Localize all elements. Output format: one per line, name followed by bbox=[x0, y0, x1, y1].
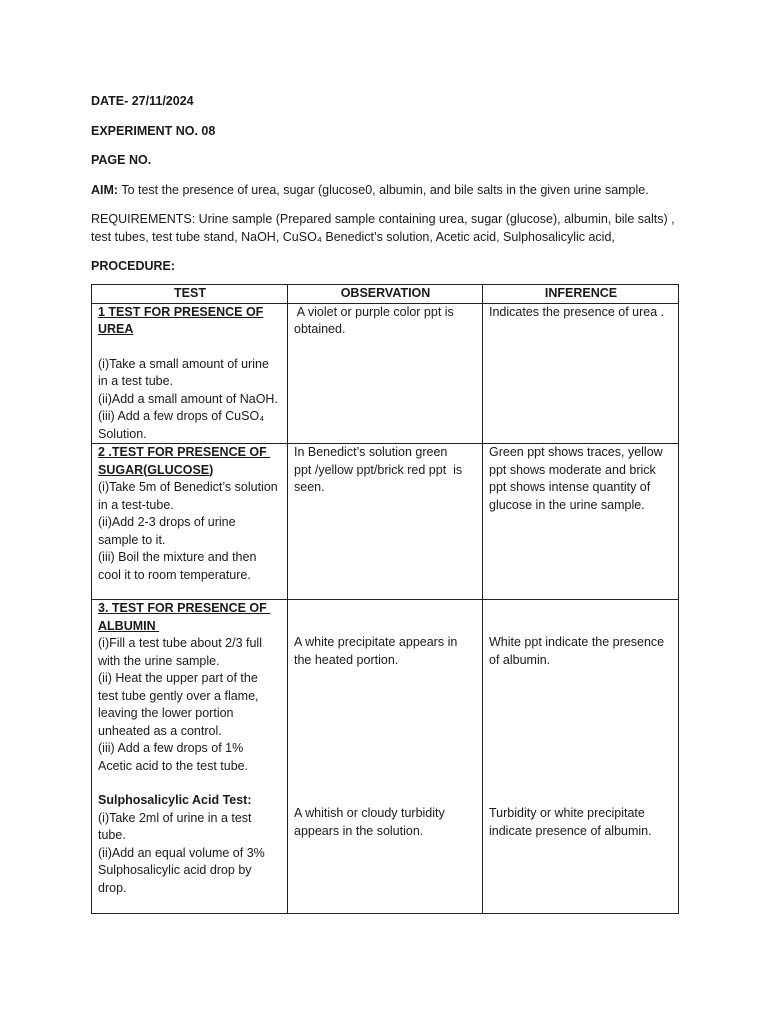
requirements-line: REQUIREMENTS: Urine sample (Prepared sample containing urea, sugar (glucose), albumin, bile salts) , bbox=[91, 212, 675, 226]
aim-paragraph bbox=[91, 182, 679, 200]
step-line: in a test-tube. bbox=[98, 497, 174, 512]
observation-cell bbox=[288, 444, 483, 600]
page-number: PAGE NO. bbox=[91, 153, 152, 167]
test-cell bbox=[92, 444, 288, 600]
step-line: (iii) Add a few drops of CuSO₄ bbox=[98, 409, 265, 423]
header-inference: INFERENCE bbox=[483, 284, 679, 303]
urea-test-title: 1 TEST FOR PRESENCE OF UREA bbox=[98, 304, 264, 336]
document-page bbox=[91, 93, 679, 914]
step-line: (ii) Heat the upper part of the bbox=[98, 671, 258, 685]
table-row bbox=[92, 444, 679, 600]
inference-line: Turbidity or white precipitate bbox=[489, 806, 645, 820]
sugar-test-title-line bbox=[98, 462, 282, 480]
inference-line: Green ppt shows traces, yellow bbox=[489, 445, 663, 459]
step-line: tube. bbox=[98, 828, 126, 842]
table-row bbox=[92, 600, 679, 914]
observation-line: A white precipitate appears in bbox=[294, 635, 458, 649]
observation-line: A violet or purple color ppt is bbox=[294, 304, 454, 319]
step-line: (i)Take 5m of Benedict’s solution bbox=[98, 480, 278, 494]
observation-line: obtained. bbox=[294, 322, 346, 336]
inference-cell bbox=[483, 444, 679, 600]
step-line: (ii)Add an equal volume of 3% bbox=[98, 845, 265, 860]
inference-line: White ppt indicate the presence bbox=[489, 635, 665, 649]
observation-line: ppt /yellow ppt/brick red ppt is bbox=[294, 462, 463, 477]
step-line: Acetic acid to the test tube. bbox=[98, 758, 249, 773]
step-line: cool it to room temperature. bbox=[98, 567, 251, 582]
inference-line: ppt shows intense quantity of bbox=[489, 480, 651, 494]
step-line: sample to it. bbox=[98, 532, 166, 547]
step-line: (i)Take 2ml of urine in a test bbox=[98, 810, 252, 825]
step-line: Solution. bbox=[98, 426, 147, 441]
step-line: test tube gently over a flame, bbox=[98, 688, 259, 703]
inference-line: indicate presence of albumin. bbox=[489, 823, 652, 838]
sulphosalicylic-test-title: Sulphosalicylic Acid Test: bbox=[98, 793, 252, 807]
observation-cell bbox=[288, 600, 483, 914]
sugar-test-title: 2 .TEST FOR PRESENCE OF bbox=[98, 445, 271, 459]
inference-line: ppt shows moderate and brick bbox=[489, 462, 656, 477]
observation-line: appears in the solution. bbox=[294, 823, 424, 838]
header-observation: OBSERVATION bbox=[288, 284, 483, 303]
albumin-test-title: ALBUMIN bbox=[98, 618, 160, 633]
inference-line: of albumin. bbox=[489, 652, 551, 667]
requirements-line: test tubes, test tube stand, NaOH, CuSO₄ Benedict’s solution, Acetic acid, Sulphosalicylic acid, bbox=[91, 229, 615, 244]
date-line: DATE- 27/11/2024 bbox=[91, 94, 194, 108]
step-line: unheated as a control. bbox=[98, 723, 222, 738]
sugar-test-title-part: SUGAR(GLUCOSE bbox=[98, 462, 210, 477]
step-line: (i)Fill a test tube about 2/3 full bbox=[98, 636, 262, 650]
observation-line: seen. bbox=[294, 480, 325, 494]
sugar-test-title-tail: ) bbox=[209, 462, 214, 477]
step-line: Sulphosalicylic acid drop by bbox=[98, 863, 252, 877]
inference-line: Indicates the presence of urea . bbox=[489, 304, 665, 319]
step-line: drop. bbox=[98, 880, 127, 895]
inference-cell bbox=[483, 600, 679, 914]
step-line: with the urine sample. bbox=[98, 653, 220, 668]
inference-line: glucose in the urine sample. bbox=[489, 497, 645, 512]
test-cell bbox=[92, 303, 288, 444]
step-line: (iii) Boil the mixture and then bbox=[98, 550, 257, 564]
requirements-paragraph bbox=[91, 211, 679, 246]
step-line: (i)Take a small amount of urine bbox=[98, 356, 269, 371]
albumin-test-title: 3. TEST FOR PRESENCE OF bbox=[98, 601, 271, 615]
observation-line: the heated portion. bbox=[294, 652, 399, 667]
table-header-row bbox=[92, 284, 679, 303]
procedure-label: PROCEDURE: bbox=[91, 259, 176, 273]
aim-label: AIM: bbox=[91, 182, 119, 197]
step-line: in a test tube. bbox=[98, 374, 174, 388]
step-line: leaving the lower portion bbox=[98, 706, 234, 720]
observation-line: A whitish or cloudy turbidity bbox=[294, 806, 445, 820]
step-line: (ii)Add 2-3 drops of urine bbox=[98, 515, 236, 529]
experiment-number: EXPERIMENT NO. 08 bbox=[91, 123, 216, 138]
step-line: (iii) Add a few drops of 1% bbox=[98, 741, 244, 755]
step-line: (ii)Add a small amount of NaOH. bbox=[98, 391, 278, 406]
aim-text: To test the presence of urea, sugar (glucose0, albumin, and bile salts in the given urine sample. bbox=[118, 182, 649, 197]
observation-line: In Benedict’s solution green bbox=[294, 445, 448, 459]
observation-cell bbox=[288, 303, 483, 444]
procedure-table bbox=[91, 284, 679, 915]
table-row bbox=[92, 303, 679, 444]
test-cell bbox=[92, 600, 288, 914]
header-test: TEST bbox=[92, 284, 288, 303]
inference-cell bbox=[483, 303, 679, 444]
